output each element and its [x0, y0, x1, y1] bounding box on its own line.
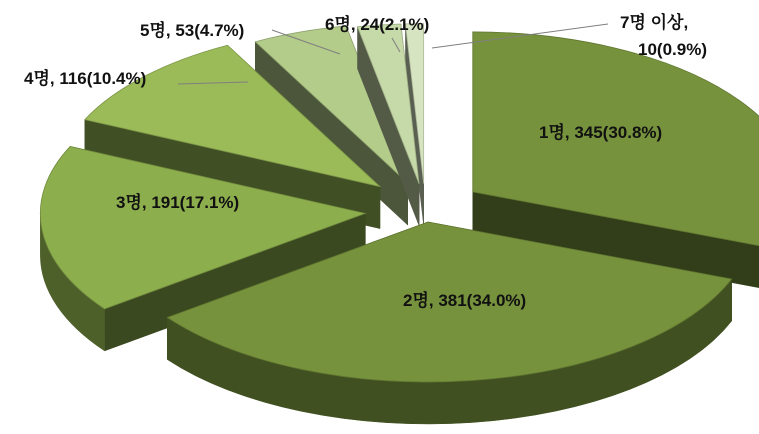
slice-label-1: 1명, 345(30.8%)	[539, 123, 663, 142]
slice-label-3: 3명, 191(17.1%)	[116, 193, 240, 212]
slice-label-7-line1: 7명 이상,	[620, 13, 689, 32]
pie-slices	[40, 24, 759, 424]
slice-label-5: 5명, 53(4.7%)	[140, 21, 245, 40]
slice-label-7-line2: 10(0.9%)	[638, 40, 707, 59]
slice-label-2: 2명, 381(34.0%)	[403, 291, 527, 310]
slice-label-6: 6명, 24(2.1%)	[325, 15, 430, 34]
slice-label-4: 4명, 116(10.4%)	[24, 69, 147, 88]
